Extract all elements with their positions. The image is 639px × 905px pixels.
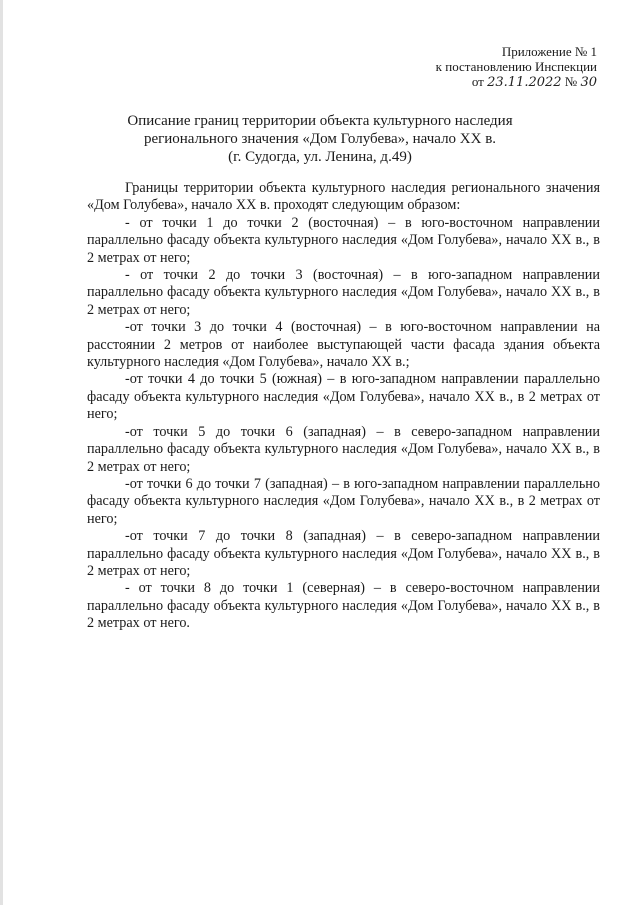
boundary-item: - от точки 8 до точки 1 (северная) – в северо-восточном направлении параллельно фасаду объекта культурного наследия «Дом Голубева», начало XX в., в 2 метрах от него. [87,580,600,632]
document-title [40,112,600,166]
scan-edge [0,0,3,905]
title-line-2: регионального значения «Дом Голубева», начало XX в. [143,131,497,147]
intro-paragraph: Границы территории объекта культурного наследия регионального значения «Дом Голубева», начало XX в. проходят следующим образом: [87,180,600,214]
boundary-item: -от точки 6 до точки 7 (западная) – в юго-западном направлении параллельно фасаду объекта культурного наследия «Дом Голубева», начало XX в., в 2 метрах от него; [87,475,600,527]
appendix-header [436,44,597,90]
boundary-item: - от точки 2 до точки 3 (восточная) – в юго-западном направлении параллельно фасаду объекта культурного наследия «Дом Голубева», начало XX в., в 2 метрах от него; [87,267,600,318]
handwritten-date: 23.11.2022 [487,75,562,90]
boundary-item: -от точки 7 до точки 8 (западная) – в северо-западном направлении параллельно фасаду объекта культурного наследия «Дом Голубева», начало XX в., в 2 метрах от него; [87,528,600,579]
handwritten-number: 30 [580,75,597,90]
document-body [87,180,600,633]
title-line-3: (г. Судогда, ул. Ленина, д.49) [228,149,412,165]
boundary-item: -от точки 3 до точки 4 (восточная) – в юго-восточном направлении на расстоянии 2 метров от наиболее выступающей части фасада здания объекта культурного наследия «Дом Голубева», начало XX в.; [87,319,600,371]
appendix-reference: к постановлению Инспекции [435,59,597,74]
boundary-item: -от точки 5 до точки 6 (западная) – в северо-западном направлении параллельно фасаду объекта культурного наследия «Дом Голубева», начало XX в., в 2 метрах от него; [87,423,600,475]
date-prefix: от [471,74,484,89]
appendix-number: Приложение № 1 [501,44,597,59]
number-sign: № [564,74,578,89]
boundary-item: -от точки 4 до точки 5 (южная) – в юго-западном направлении параллельно фасаду объекта культурного наследия «Дом Голубева», начало XX в., в 2 метрах от него; [87,371,600,423]
boundary-item: - от точки 1 до точки 2 (восточная) – в юго-восточном направлении параллельно фасаду объекта культурного наследия «Дом Голубева», начало XX в., в 2 метрах от него; [87,214,600,266]
appendix-date-line [436,74,597,90]
title-line-1: Описание границ территории объекта культурного наследия [127,113,513,129]
